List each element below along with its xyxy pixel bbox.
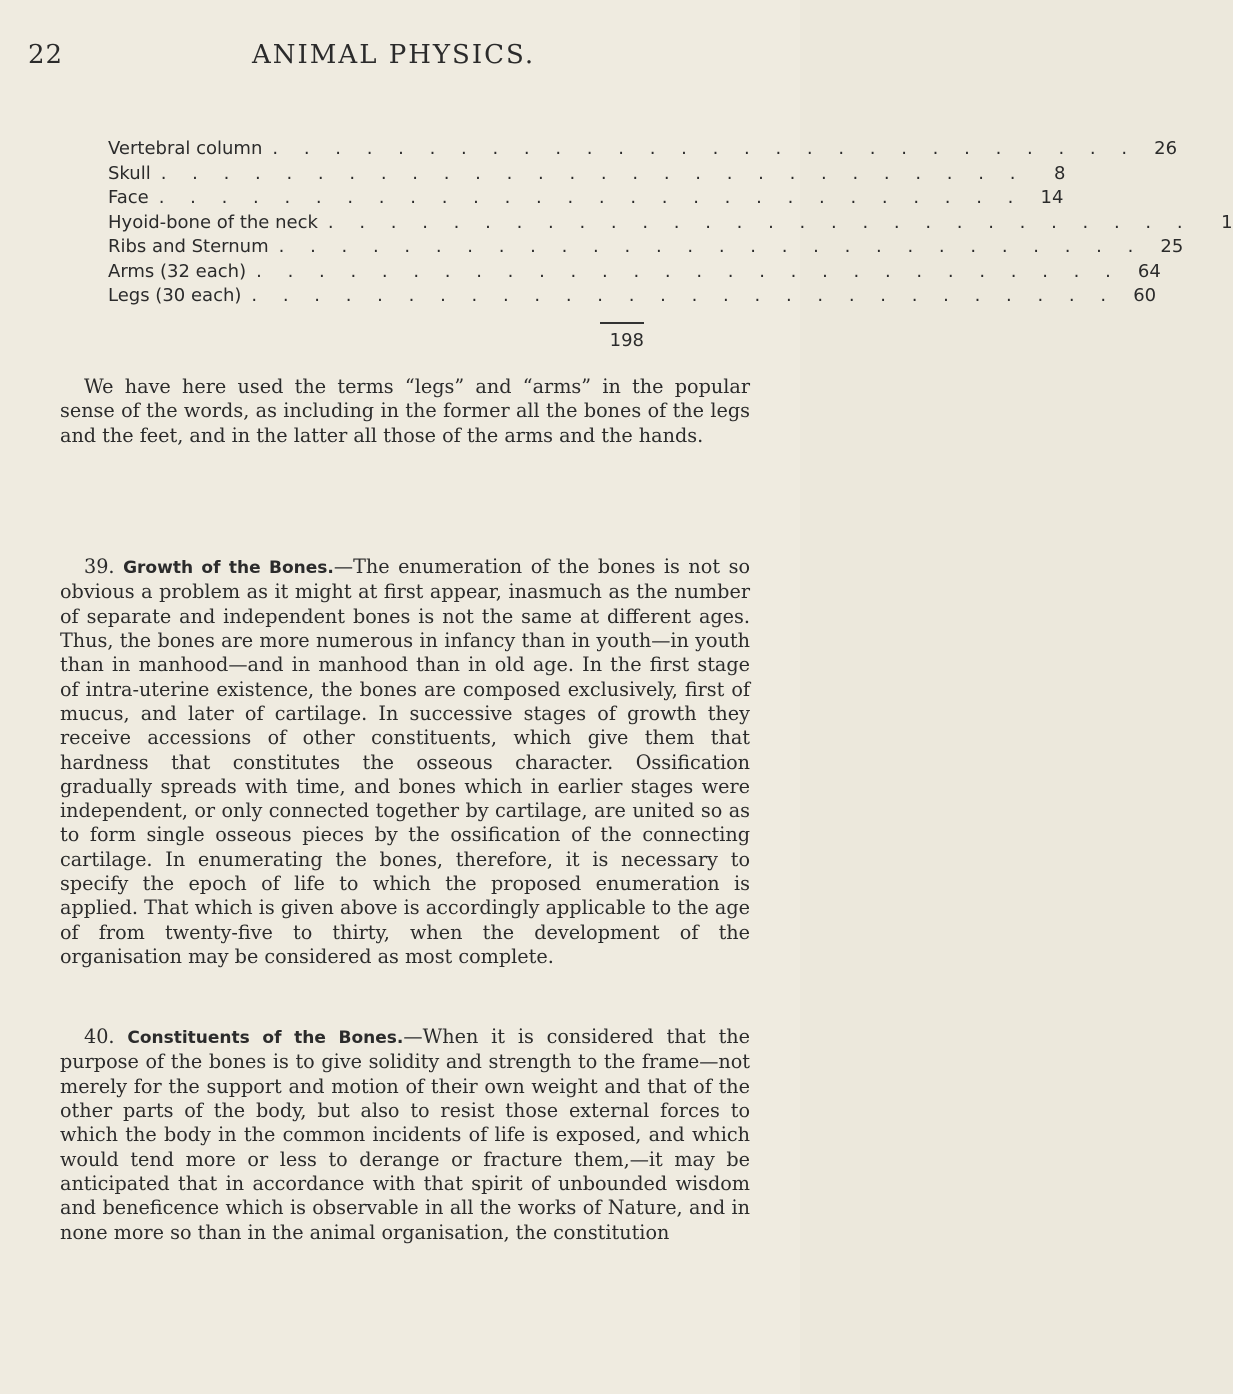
section-number: 40. [84, 1025, 115, 1049]
table-row [108, 138, 1178, 163]
bone-name: Ribs and Sternum [108, 236, 269, 257]
leader-dots: . . . . . . . . . . . . . . . . . . . . . . . . . . . . [272, 138, 1138, 159]
leader-dots: . . . . . . . . . . . . . . . . . . . . . . . . . . . . [160, 162, 1026, 184]
paragraph-growth [60, 555, 750, 969]
running-head: ANIMAL PHYSICS. [252, 40, 536, 70]
section-number: 39. [84, 555, 115, 579]
paragraph-text: —When it is considered that the purpose of the bones is to give solidity and strength to the frame—not merely for the support and motion of their own weight and that of the other parts of the body, but also to resist those external forces to which the body in the common incidents of life is exposed, and which would tend more or less to derange or fracture them,—it may be anticipated that in accordance with that spirit of unbounded wisdom and beneficence which is observable in all the works of Nature, and in none more so than in the animal organisation, the constitution [60, 1025, 750, 1244]
section-heading: Growth of the Bones. [123, 558, 334, 579]
page-number: 22 [28, 40, 64, 70]
table-row [108, 285, 1157, 310]
bone-name: Vertebral column [108, 138, 263, 159]
table-row [108, 211, 1233, 237]
leader-dots: . . . . . . . . . . . . . . . . . . . . . . . . . . . . [278, 236, 1144, 257]
bone-name: Arms (32 each) [108, 260, 247, 282]
paragraph-legs-arms [60, 375, 750, 448]
bone-name: Legs (30 each) [108, 285, 242, 306]
bones-total: 198 [609, 330, 644, 351]
paragraph-constituents [60, 1025, 750, 1245]
bone-name: Hyoid-bone of the neck [108, 211, 318, 233]
leader-dots: . . . . . . . . . . . . . . . . . . . . . . . . . . . . [251, 285, 1117, 306]
section-heading: Constituents of the Bones. [127, 1028, 404, 1049]
paragraph-text: We have here used the terms “legs” and “arms” in the popular sense of the words, as including in the former all the bones of the legs and the feet, and in the latter all those of the arms and the hands. [60, 375, 750, 447]
bone-count: 64 [1137, 260, 1161, 282]
table-row [108, 162, 1066, 188]
bone-count: 60 [1133, 285, 1157, 306]
bones-count-table [108, 138, 1233, 310]
leader-dots: . . . . . . . . . . . . . . . . . . . . . . . . . . . . [256, 260, 1121, 282]
leader-dots: . . . . . . . . . . . . . . . . . . . . . . . . . . . . [327, 211, 1193, 233]
bone-count: 14 [1040, 187, 1064, 208]
table-row [108, 236, 1184, 261]
bone-count: 25 [1160, 236, 1184, 257]
bone-count: 1 [1221, 211, 1233, 233]
sum-rule [600, 322, 644, 324]
bone-count: 26 [1154, 138, 1178, 159]
bone-name: Skull [108, 162, 151, 184]
paragraph-text: —The enumeration of the bones is not so obvious a problem as it might at first appear, inasmuch as the number of separate and independent bones is not the same at different ages. Thus, the bones are more numerous in infancy than in youth—in youth than in manhood—and in manhood than in old age. In the first stage of intra-uterine existence, the bones are composed exclusively, first of mucus, and later of cartilage. In successive stages of growth they receive accessions of other constituents, which give them that hardness that constitutes the osseous character. Ossification gradually spreads with time, and bones which in earlier stages were independent, or only connected together by cartilage, are united so as to form single osseous pieces by the ossification of the connecting cartilage. In enumerating the bones, therefore, it is necessary to specify the epoch of life to which the proposed enumeration is applied. That which is given above is accordingly applicable to the age of from twenty-five to thirty, when the development of the organisation may be considered as most complete. [60, 555, 751, 968]
table-row [108, 260, 1161, 286]
bone-name: Face [108, 187, 149, 208]
table-row [108, 187, 1064, 212]
bone-count: 8 [1053, 162, 1066, 184]
leader-dots: . . . . . . . . . . . . . . . . . . . . . . . . . . . . [158, 187, 1024, 208]
